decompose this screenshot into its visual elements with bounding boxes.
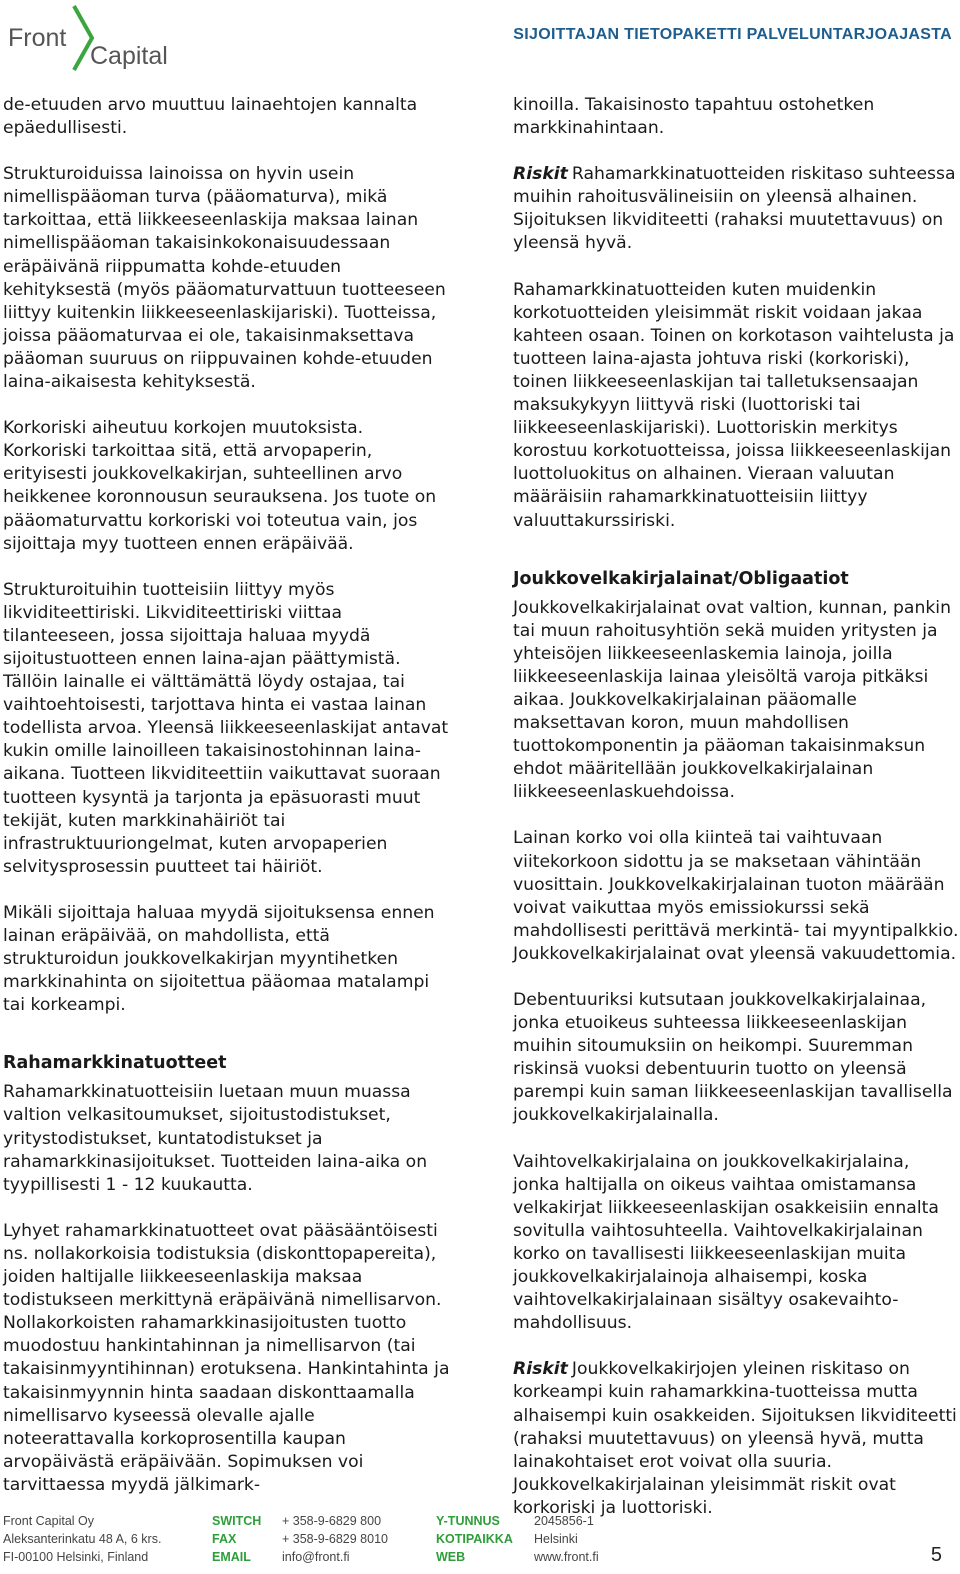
front-capital-logo [8,4,178,74]
paragraph: Strukturoituihin tuotteisiin liittyy myös likviditeettiriski. Likviditeettiriski viittaa tilanteeseen, jossa sijoittaja haluaa myydä sijoitustuotteen ennen laina-ajan päättymistä. Tällöin lainalle ei välttämättä löydy ostajaa, tai vaihtoehtoisesti, tarjottava hinta ei vastaa lainan todellista arvoa. Yleensä liikkeeseenlaskijat antavat kukin omille lainoilleen takaisinostohinnan laina-aikana. Tuotteen likviditeettiin vaikuttavat suoraan tuotteen kysyntä ja tarjonta ja epäsuorasti muut tekijät, kuten markkinahäiriöt tai infrastruktuuriongelmat, kuten arvopaperien selvitysprosessin puutteet tai häiriöt. [3,579,449,877]
paragraph-text: Joukkovelkakirjojen yleinen riskitaso on korkeampi kuin rahamarkkina-tuotteissa mutta alhaisempi kuin osakkeiden. Sijoituksen likviditeetti (rahaksi muutettavuus) on yleensä hyvä, mutta lainakohtaiset erot voivat olla suuria. Joukkovelkakirjalainan yleisimmät riskit ovat korkoriski ja luottoriski. [513,1359,957,1518]
company-name: Front Capital Oy [3,1514,95,1528]
paragraph: Strukturoiduissa lainoissa on hyvin usein nimellispääoman turva (pääomaturva), mikä tarkoittaa, että liikkeeseenlaskija maksaa lainan nimellispääoman takaisinkokonaisuudessaan eräpäivänä riippumatta kohde-etuuden kehityksestä (myös pääomaturvattuun tuotteeseen liittyy kuitenkin liikkeeseenlaskijariski). Tuotteissa, joissa pääomaturvaa ei ole, takaisinmaksettava pääoman suuruus on riippuvainen kohde-etuuden laina-aikaisesta kehityksestä. [3,164,446,393]
logo-text-capital: Capital [90,42,168,70]
right-column [513,94,960,1543]
paragraph: Rahamarkkinatuotteiden kuten muidenkin korkotuotteiden yleisimmät riskit voidaan jakaa kahteen osaan. Toinen on korkotason vaihtelusta ja tuotteen laina-ajasta johtuva riski (korkoriski), toinen liikkeeseenlaskijan tai talletuksensaajan maksukykyyn liittyvä riski (luottoriski tai liikkeeseenlaskijariski). Luottoriskin merkitys korostuu korkotuotteissa, joissa liikkeeseenlaskijan luottoluokitus on alhainen. Vieraan valuutan määräisiin rahamarkkinatuotteisiin liittyy valuuttakurssiriski. [513,279,955,531]
document-title: SIJOITTAJAN TIETOPAKETTI PALVELUNTARJOAJASTA [513,26,952,43]
paragraph: Rahamarkkinatuotteisiin luetaan muun muassa valtion velkasitoumukset, sijoitustodistukset, yritystodistukset, kuntatodistukset ja rahamarkkinasijoitukset. Tuotteiden laina-aika on tyypillisesti 1 - 12 kuukautta. [3,1082,428,1195]
page-number: 5 [930,1544,942,1566]
paragraph: Lyhyet rahamarkkinatuotteet ovat pääsääntöisesti ns. nollakorkoisia todistuksia (diskonttopapereita), joiden haltijalle liikkeeseenlaskija maksaa todistukseen merkittynä eräpäivänä nimellisarvon. Nollakorkoisten rahamarkkinasijoitusten tuotto muodostuu hankintahinnan ja nimellisarvon (tai takaisinmyyntihinnan) erotuksena. Hankintahinta ja takaisinmyynnin hinta saadaan diskonttaamalla nimellisarvo kyseessä olevalle ajalle noteerattavalla korkoprosentilla kaupan arvopäivästä eräpäivään. Sopimuksen voi tarvittaessa myydä jälkimark- [3,1220,450,1495]
footer-company-values [534,1512,599,1566]
ytunnus-value: 2045856-1 [534,1514,594,1528]
kotipaikka-value: Helsinki [534,1532,578,1546]
fax-label: FAX [212,1532,237,1546]
street-address: Aleksanterinkatu 48 A, 6 krs. [3,1532,162,1546]
paragraph: Joukkovelkakirjalainat ovat valtion, kunnan, pankin tai muun rahoitusyhtiön sekä muiden yritysten ja yhteisöjen liikkeeseenlaskemia lainoja, joilla liikkeeseenlaskija lainaa yleisöltä varoja pitkäksi aikaa. Joukkovelkakirjalainan pääomalle maksettavan koron, muun mahdollisen tuottokomponentin ja pääoman takaisinmaksun ehdot määritellään joukkovelkakirjalainan liikkeeseenlaskuehdoissa. [513,597,951,803]
section-heading-money-market: Rahamarkkinatuotteet [3,1053,227,1074]
left-column [3,94,451,1520]
ytunnus-label: Y-TUNNUS [436,1514,500,1528]
paragraph: de-etuuden arvo muuttuu lainaehtojen kannalta epäedullisesti. [3,95,418,139]
paragraph-text: Rahamarkkinatuotteiden riskitaso suhteessa muihin rahoitusvälineisiin on yleensä alhainen. Sijoituksen likviditeetti (rahaksi muutettavuus) on yleensä hyvä. [513,164,956,254]
footer-company-labels [436,1512,513,1566]
riskit-label: Riskit [513,164,568,185]
paragraph-risks [513,1358,960,1520]
web-link[interactable]: www.front.fi [534,1550,599,1564]
city-address: FI-00100 Helsinki, Finland [3,1550,149,1564]
paragraph: Mikäli sijoittaja haluaa myydä sijoituksensa ennen lainan eräpäivää, on mahdollista, että strukturoidun joukkovelkakirjan myyntihetken markkinahinta on sijoitettua pääomaa matalampi tai korkeampi. [3,902,435,1016]
paragraph: kinoilla. Takaisinosto tapahtuu ostohetken markkinahintaan. [513,95,875,139]
switch-label: SWITCH [212,1514,262,1528]
web-label: WEB [436,1550,466,1564]
page-footer [0,1512,960,1574]
paragraph: Korkoriski aiheutuu korkojen muutoksista. Korkoriski tarkoittaa sitä, että arvopaperin, erityisesti joukkovelkakirjan, suhteellinen arvo heikkenee koronnousun seurauksena. Jos tuote on pääomaturvattu korkoriski voi toteutua vain, jos sijoittaja myy tuotteen ennen eräpäivää. [3,418,437,554]
paragraph: Vaihtovelkakirjalaina on joukkovelkakirjalaina, jonka haltijalla on oikeus vaihtaa omistamansa velkakirjat liikkeeseenlaskijan osakkeisiin ennalta sovitulla vaihtosuhteella. Vaihtovelkakirjalainan korko on tavallisesti liikkeeseenlaskijan muita joukkovelkakirjalainoja alhaisempi, koska vaihtovelkakirjalainaan sisältyy osakevaihto-mahdollisuus. [513,1151,939,1334]
switch-value: + 358-9-6829 800 [282,1514,382,1528]
paragraph: Lainan korko voi olla kiinteä tai vaihtuvaan viitekorkoon sidottu ja se maksetaan vähintään vuosittain. Joukkovelkakirjalainan tuoton määrään voivat vaikuttaa myös emissiokurssi sekä mahdollisesti perittävä merkintä- tai myyntipalkkio. Joukkovelkakirjalainat ovat yleensä vakuudettomia. [513,828,959,964]
kotipaikka-label: KOTIPAIKKA [436,1532,513,1546]
logo-text-front: Front [8,24,67,52]
email-link[interactable]: info@front.fi [282,1550,350,1564]
footer-contact-labels [212,1512,261,1566]
page-header [0,0,960,80]
paragraph: Debentuuriksi kutsutaan joukkovelkakirjalainaa, jonka etuoikeus suhteessa liikkeeseenlaskijan muihin sitoumuksiin on heikompi. Suuremman riskinsä vuoksi debentuurin tuotto on yleensä parempi kuin saman liikkeeseenlaskijan tavallisella joukkovelkakirjalainalla. [513,990,953,1126]
footer-contact-values [282,1512,388,1566]
email-label: EMAIL [212,1550,251,1564]
footer-address [3,1512,161,1566]
fax-value: + 358-9-6829 8010 [282,1532,388,1546]
paragraph-risks [513,163,960,255]
section-heading-bonds: Joukkovelkakirjalainat/Obligaatiot [513,568,849,589]
riskit-label: Riskit [513,1359,568,1380]
